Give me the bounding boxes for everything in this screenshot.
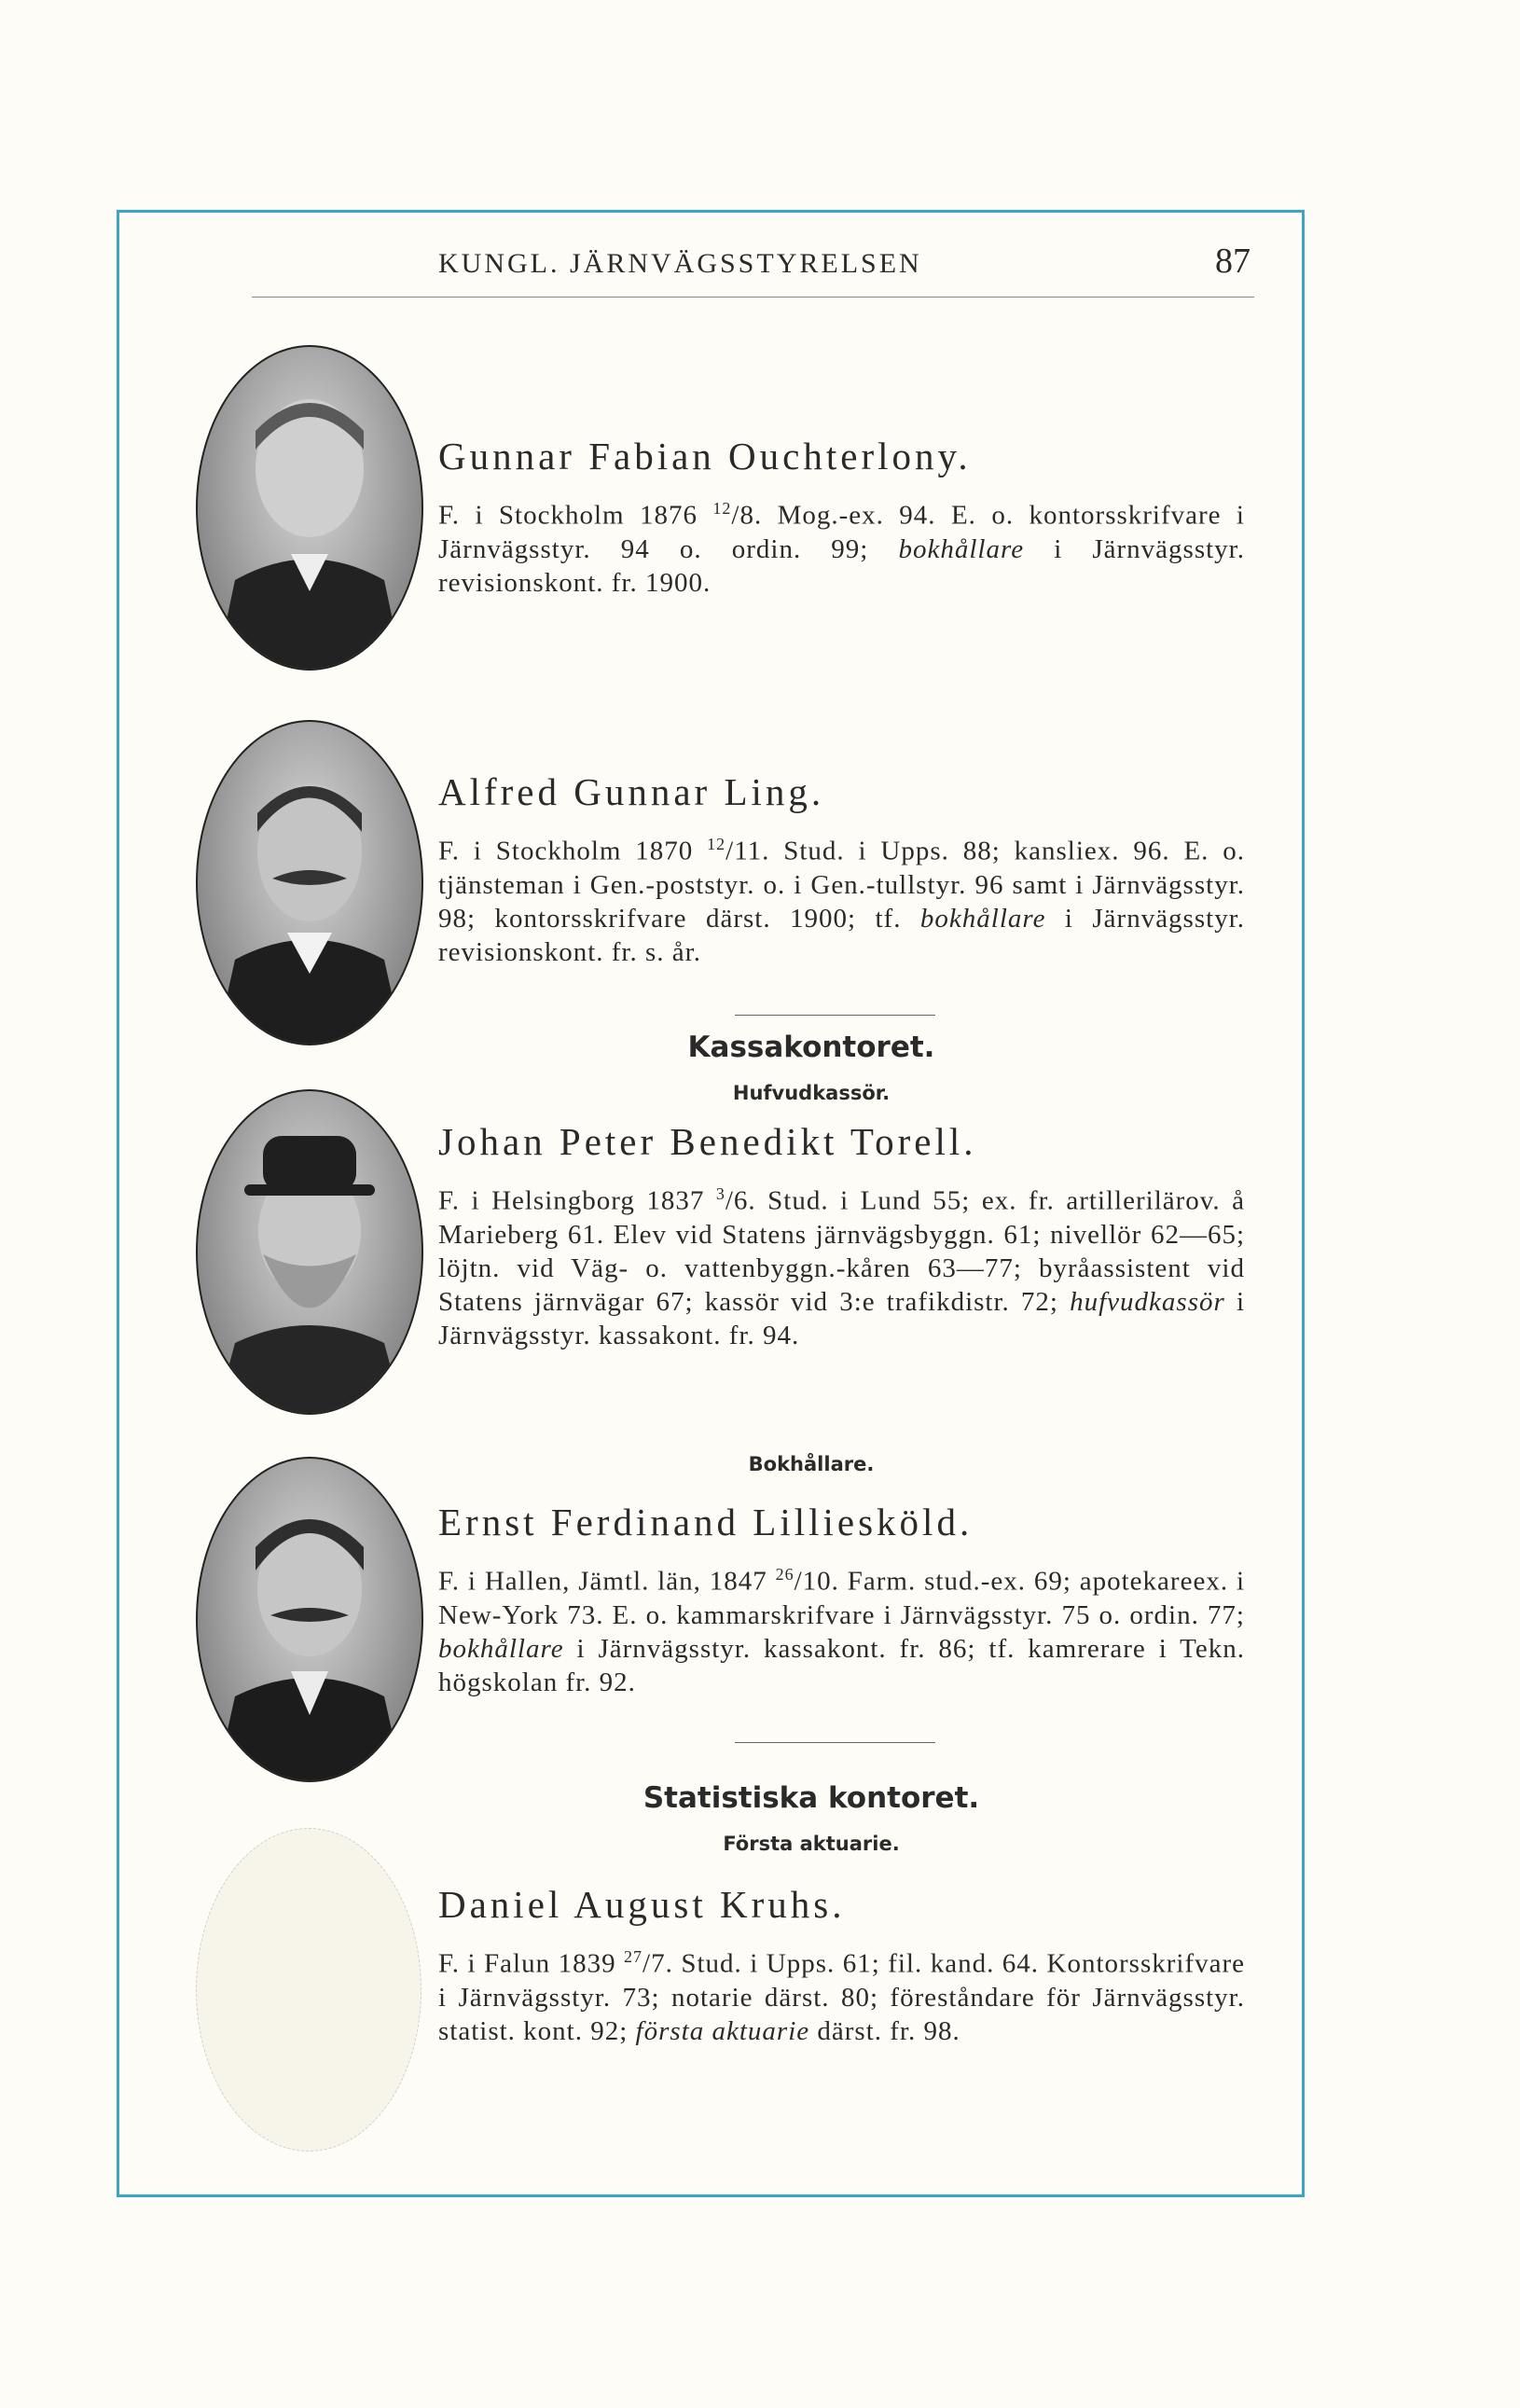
portrait-lillieskold — [196, 1457, 423, 1782]
person-name: Daniel August Kruhs. — [438, 1883, 846, 1926]
bio-role-title: bokhållare — [898, 533, 1025, 564]
bio-text: F. i Stockholm 1870 — [438, 836, 708, 866]
bio-role-title: bokhållare — [919, 903, 1046, 934]
subtitle-forsta-aktuarie: Första aktuarie. — [723, 1833, 900, 1855]
portrait-placeholder-kruhs — [196, 1828, 421, 2152]
entry-lillieskold — [438, 1500, 1245, 1699]
bio-text: i Järnvägsstyr. kassakont. fr. 86; tf. kamrerare i Tekn. högskolan fr. 92. — [438, 1633, 1245, 1697]
bio-text: i Järnvägsstyr. revisionskont. fr. 1900. — [438, 533, 1245, 598]
page-number: 87 — [1215, 242, 1251, 281]
person-bio — [438, 1557, 1245, 1699]
bio-text: /7. Stud. i Upps. 61; fil. kand. 64. Kontorsskrifvare i Järnvägsstyr. 73; notarie därst. 80; föreståndare för Järnvägsstyr. statist. kont. 92; — [438, 1948, 1246, 2046]
running-title: KUNGL. JÄRNVÄGSSTYRELSEN — [438, 248, 922, 279]
person-bio — [438, 491, 1245, 600]
page-header — [252, 241, 1254, 298]
bio-text: F. i Helsingborg 1837 — [438, 1185, 716, 1216]
portrait-ling — [196, 720, 423, 1045]
entry-ouchterlony — [438, 434, 1245, 600]
person-name: Ernst Ferdinand Lilliesköld. — [438, 1501, 974, 1543]
person-name: Gunnar Fabian Ouchterlony. — [438, 435, 972, 477]
bio-date-superscript: 12 — [707, 835, 726, 853]
bio-text: i Järnvägsstyr. kassakont. fr. 94. — [438, 1286, 1245, 1350]
entry-kruhs — [438, 1882, 1245, 2048]
bio-role-title: första aktuarie — [635, 2015, 810, 2046]
section-title-kassakontoret: Kassakontoret. — [687, 1031, 935, 1064]
person-bio — [438, 1177, 1245, 1352]
person-bio — [438, 1940, 1245, 2048]
bio-date-superscript: 27 — [624, 1947, 643, 1966]
bio-text: F. i Stockholm 1876 — [438, 500, 713, 531]
entry-ling — [438, 769, 1245, 969]
person-name: Alfred Gunnar Ling. — [438, 770, 825, 813]
portrait-torell — [196, 1089, 423, 1415]
section-divider — [735, 1015, 935, 1016]
bio-role-title: bokhållare — [438, 1633, 564, 1664]
section-title-statistiska: Statistiska kontoret. — [643, 1781, 980, 1815]
bio-text: i Järnvägsstyr. revisionskont. fr. s. år. — [438, 903, 1245, 967]
person-bio — [438, 827, 1245, 969]
bio-text: /11. Stud. i Upps. 88; kansliex. 96. E. o. tjänsteman i Gen.-poststyr. o. i Gen.-tullstyr. 96 samt i Järnvägsstyr. 98; kontorsskrifvare därst. 1900; tf. — [438, 836, 1245, 934]
section-divider — [735, 1742, 935, 1743]
bio-text: därst. fr. 98. — [809, 2015, 960, 2046]
bio-date-superscript: 26 — [775, 1565, 795, 1584]
bio-date-superscript: 12 — [712, 499, 732, 518]
bio-role-title: hufvudkassör — [1070, 1286, 1225, 1317]
portrait-ouchterlony — [196, 345, 423, 671]
bio-text: F. i Falun 1839 — [438, 1948, 625, 1979]
subtitle-hufvudkassor: Hufvudkassör. — [732, 1082, 891, 1104]
entry-torell — [438, 1119, 1245, 1352]
person-name: Johan Peter Benedikt Torell. — [438, 1120, 977, 1163]
bio-text: /10. Farm. stud.-ex. 69; apotekareex. i New-York 73. E. o. kammarskrifvare i Järnvägsstyr. 75 o. ordin. 77; — [438, 1566, 1246, 1630]
bio-text: /6. Stud. i Lund 55; ex. fr. artillerilärov. å Marieberg 61. Elev vid Statens järnvägsbyggn. 61; nivellör 62—65; löjtn. vid Väg- o. vattenbyggn.-kåren 63—77; byråassistent vid Statens järnvägar 67; kassör vid 3:e trafikdistr. 72; — [438, 1185, 1246, 1317]
bio-text: F. i Hallen, Jämtl. län, 1847 — [438, 1566, 776, 1597]
bio-text: /8. Mog.-ex. 94. E. o. kontorsskrifvare i Järnvägsstyr. 94 o. ordin. 99; — [438, 500, 1245, 564]
bio-date-superscript: 3 — [715, 1184, 725, 1203]
subtitle-bokhallare: Bokhållare. — [748, 1453, 875, 1475]
